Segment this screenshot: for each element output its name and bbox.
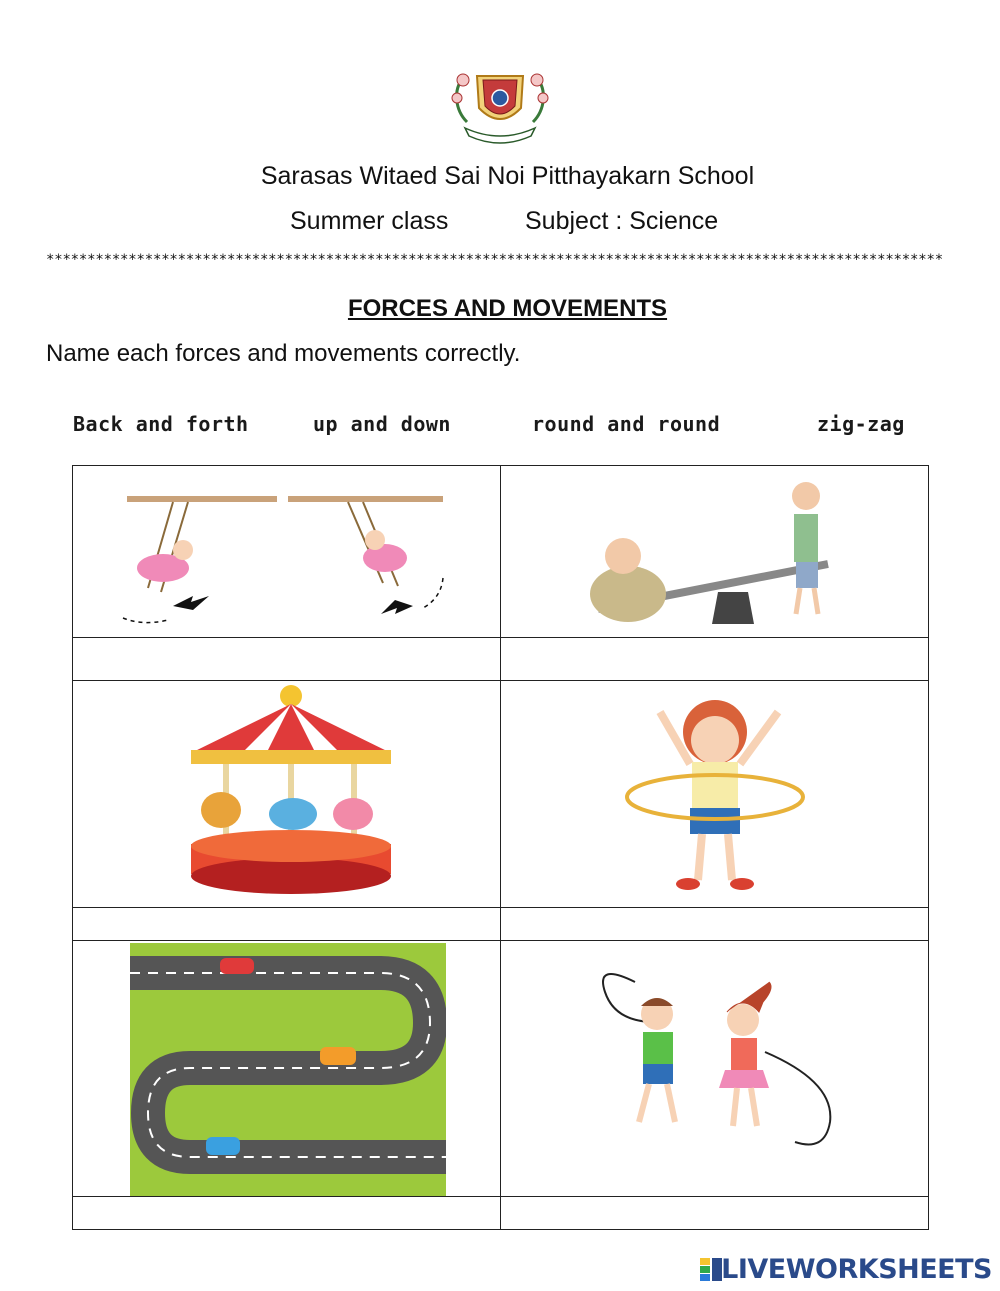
- seesaw-image: [578, 474, 848, 634]
- subject-label: Subject : Science: [525, 207, 719, 235]
- instruction-text: Name each forces and movements correctly.: [46, 340, 521, 367]
- carousel-image: [183, 684, 393, 906]
- option-zig-zag: zig-zag: [817, 412, 905, 436]
- school-logo: [445, 70, 555, 145]
- hula-hoop-image: [618, 682, 813, 904]
- answer-cell-2[interactable]: [501, 638, 929, 680]
- liveworksheets-watermark: LIVEWORKSHEETS: [721, 1254, 992, 1285]
- option-up-and-down: up and down: [313, 412, 451, 436]
- answer-cell-5[interactable]: [73, 1197, 500, 1229]
- school-name: Sarasas Witaed Sai Noi Pitthayakarn School: [260, 162, 755, 190]
- answer-cell-6[interactable]: [501, 1197, 929, 1229]
- answer-cell-4[interactable]: [501, 908, 929, 940]
- road-image: [130, 943, 446, 1196]
- option-round-and-round: round and round: [532, 412, 721, 436]
- jump-rope-image: [595, 962, 845, 1152]
- option-back-and-forth: Back and forth: [73, 412, 249, 436]
- answer-cell-3[interactable]: [73, 908, 500, 940]
- worksheet-title: FORCES AND MOVEMENTS: [347, 295, 668, 322]
- grid-line: [73, 940, 928, 941]
- grid-line: [73, 680, 928, 681]
- grid-divider: [500, 466, 501, 1229]
- swing-image: [113, 488, 453, 633]
- answer-cell-1[interactable]: [73, 638, 500, 680]
- class-label: Summer class: [290, 207, 449, 235]
- worksheet-grid: [72, 465, 929, 1230]
- liveworksheets-logo-icon: [700, 1258, 722, 1282]
- separator-line: *************************************************************************************************************: [46, 252, 943, 268]
